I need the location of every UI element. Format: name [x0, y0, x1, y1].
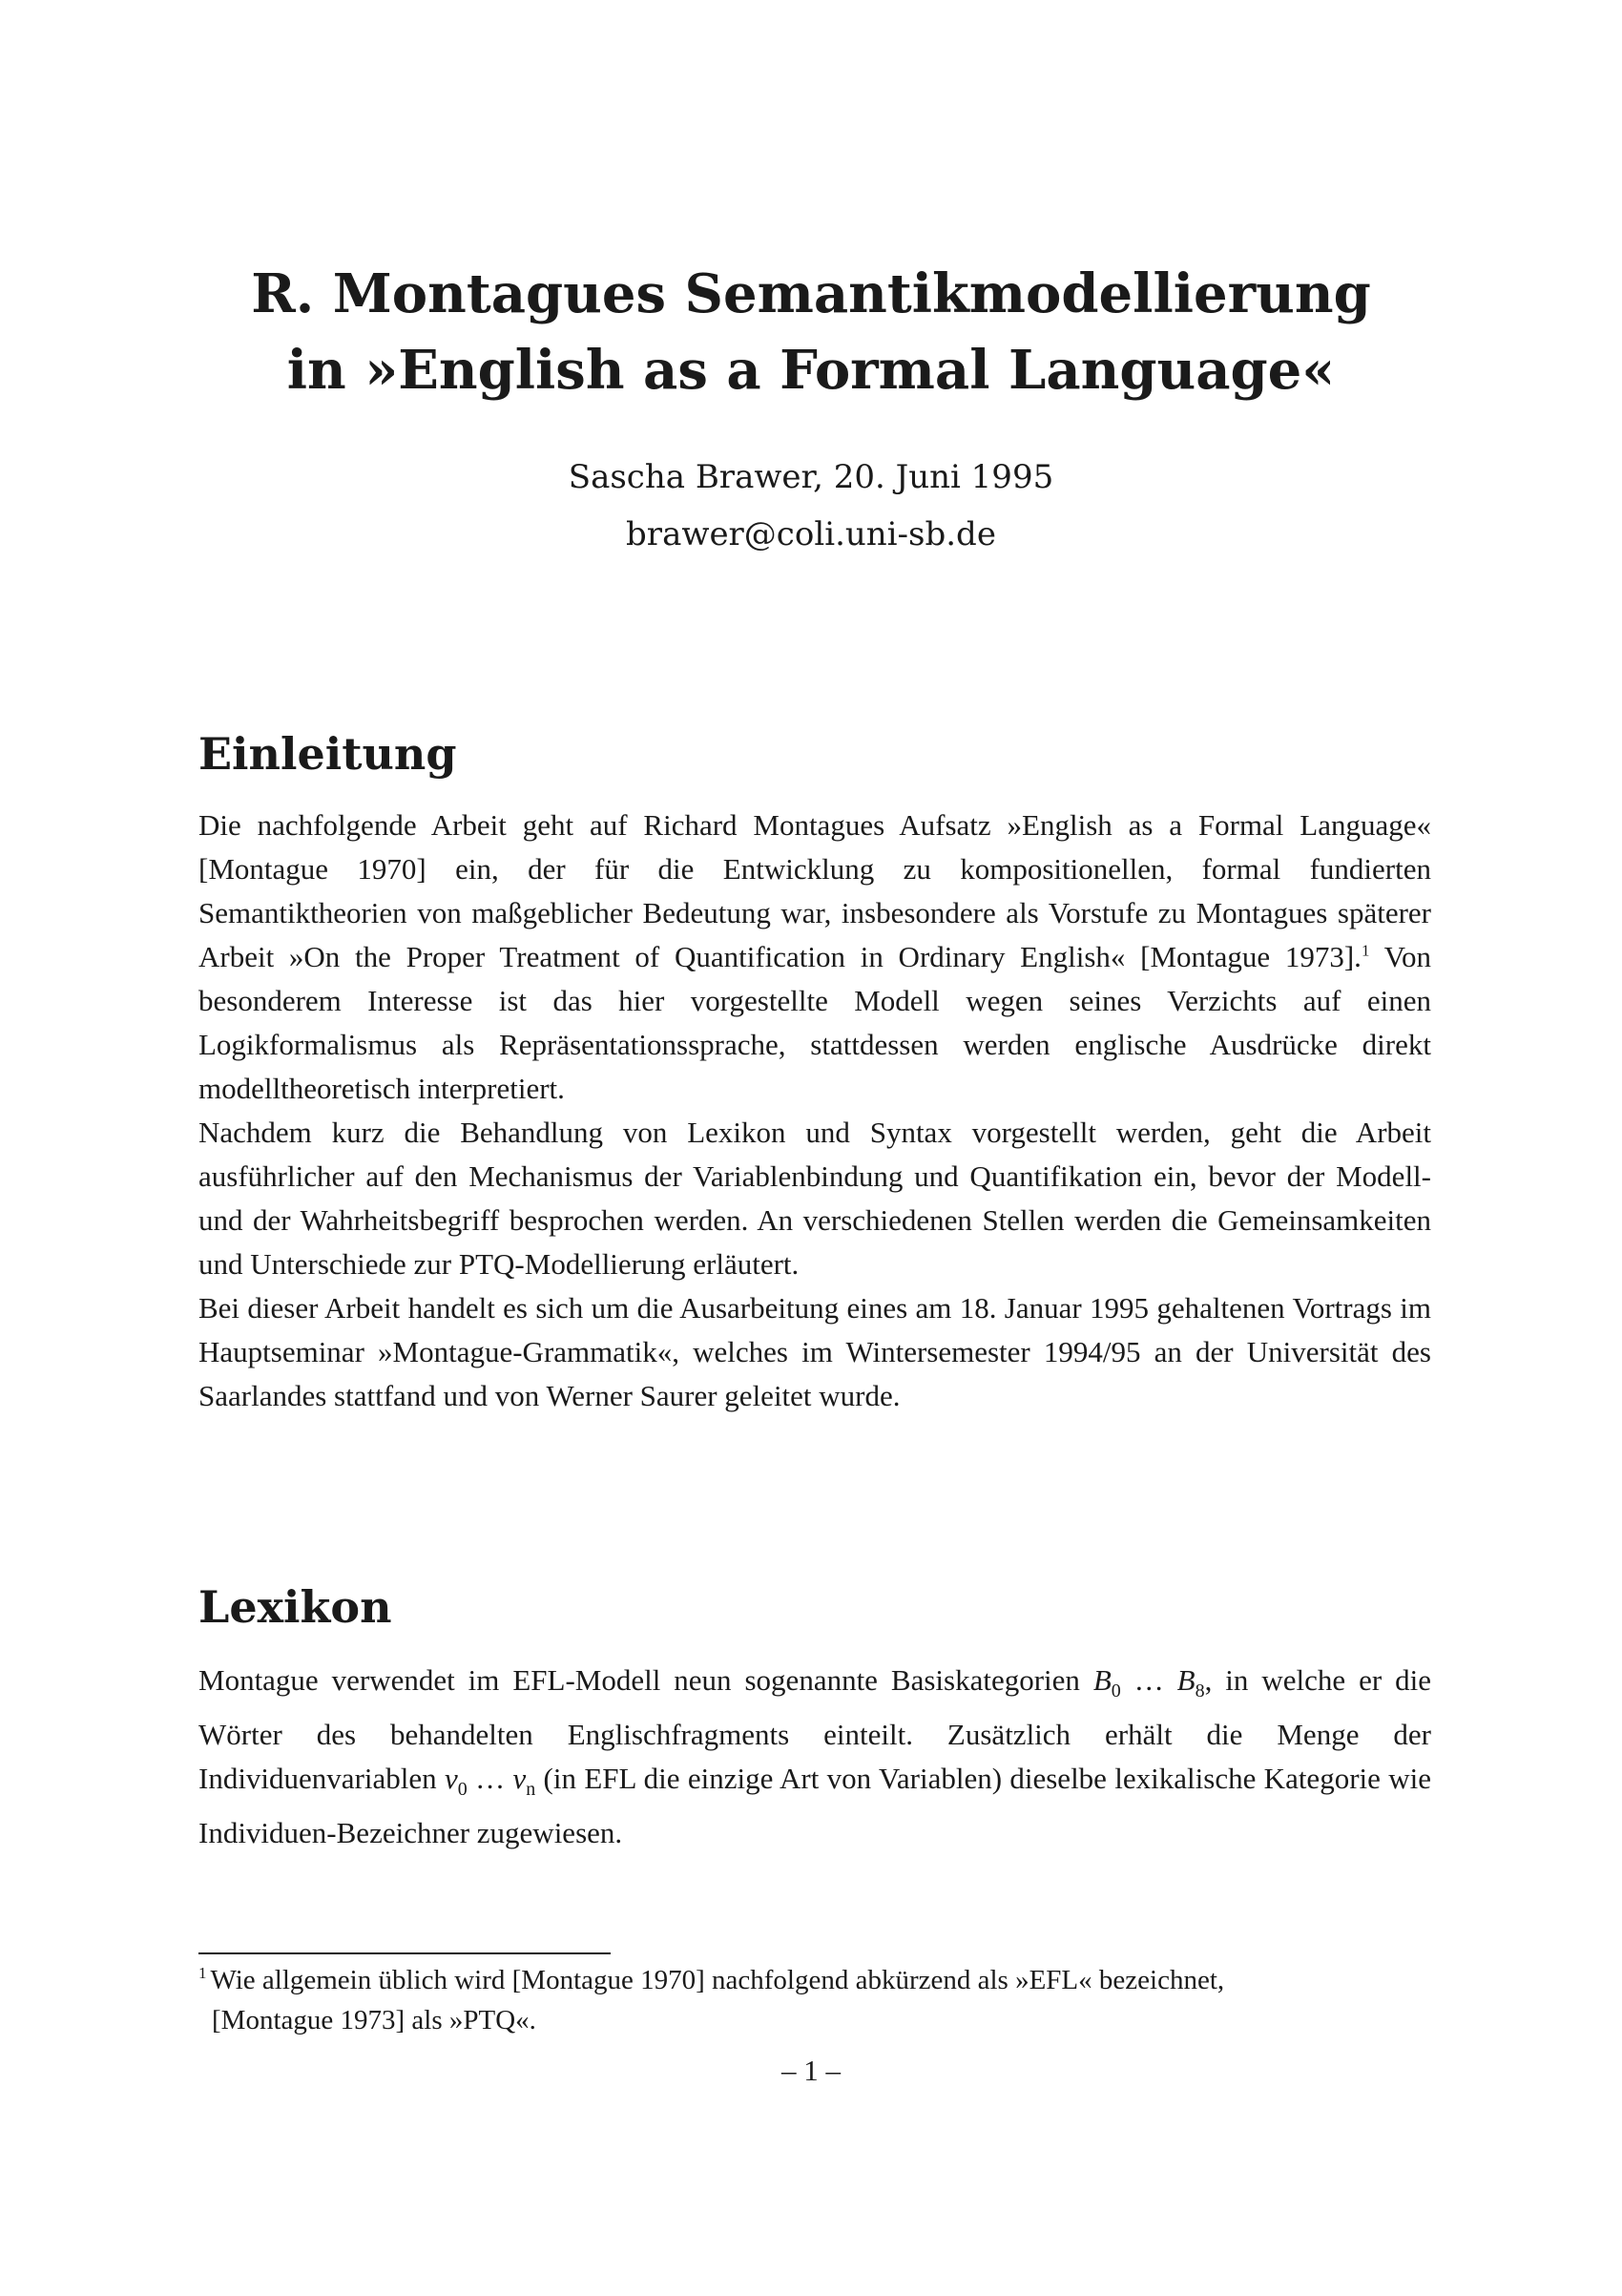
footnote-divider [198, 1952, 611, 1954]
author-name-date: Sascha Brawer, 20. Juni 1995 [568, 458, 1054, 496]
einleitung-paragraph-3: Bei dieser Arbeit handelt es sich um die Ausarbeitung eines am 18. Januar 1995 gehaltenen Vortrags im Hauptseminar »Montague-Grammatik«, welches im Wintersemester 1994/95 an der Universität des Saarlandes stattfand und von Werner Saurer geleitet wurde. [198, 1291, 1431, 1412]
math-v0 [444, 1762, 468, 1801]
footnote-1 [198, 1960, 1431, 2040]
author-email: brawer@coli.uni-sb.de [626, 515, 996, 553]
section-heading-lexikon: Lexikon [198, 1581, 392, 1633]
math-v0-symbol: v [444, 1762, 458, 1796]
math-b8-subscript: 8 [1195, 1680, 1205, 1702]
title-line-1: R. Montagues Semantikmodellierung [251, 262, 1371, 325]
einleitung-paragraph-1 [198, 804, 1431, 1111]
math-vn-subscript: n [526, 1779, 536, 1801]
math-b8-symbol: B [1176, 1663, 1196, 1697]
document-title [0, 256, 1622, 408]
footnote-text-1: Wie allgemein üblich wird [Montague 1970] nachfolgend abkürzend als »EFL« bezeichnet, [210, 1965, 1225, 1995]
math-b0-subscript: 0 [1111, 1680, 1121, 1702]
einleitung-paragraph-1-text-b: Von besonderem Interesse ist das hier vorgestellte Modell wegen seines Verzichts auf einen Logikformalismus als Repräsentationssprache, stattdessen werden englische Ausdrücke direkt modelltheoretisch interpretiert. [198, 940, 1431, 1105]
einleitung-paragraph-1-text-a: Die nachfolgende Arbeit geht auf Richard Montagues Aufsatz »English as a Formal Language« [Montague 1970] ein, der für die Entwicklung zu kompositionellen, formal fundierten Semantiktheorien von maßgeblicher Bedeutung war, insbesondere als Vorstufe zu Montagues späterer Arbeit »On the Proper Treatment of Quantification in Ordinary English« [Montague 1973]. [198, 808, 1431, 973]
footnote-reference-1: 1 [1361, 941, 1370, 960]
title-line-2: in »English as a Formal Language« [286, 339, 1336, 402]
math-ellipsis-1: … [1120, 1663, 1177, 1697]
author-block [0, 449, 1622, 563]
math-b0-symbol: B [1092, 1663, 1112, 1697]
math-b0 [1092, 1663, 1121, 1702]
math-vn [512, 1762, 536, 1801]
lexikon-text-2: , in welche er die Wörter des behandelten Englischfragments einteilt. Zusätzlich erhält die Menge der Individuenvariablen [198, 1663, 1431, 1796]
lexikon-paragraph-1 [198, 1659, 1431, 1855]
einleitung-paragraph-2: Nachdem kurz die Behandlung von Lexikon und Syntax vorgestellt werden, geht die Arbeit ausführlicher auf den Mechanismus der Variablenbindung und Quantifikation ein, bevor der Modell- und der Wahrheitsbegriff besprochen werden. An verschiedenen Stellen werden die Gemeinsamkeiten und Unterschiede zur PTQ-Modellierung erläutert. [198, 1116, 1431, 1281]
lexikon-text-3: (in EFL die einzige Art von Variablen) dieselbe lexikalische Kategorie wie Individuen-Bezeichner zugewiesen. [198, 1762, 1431, 1850]
math-v0-subscript: 0 [457, 1779, 468, 1801]
page-number: – 1 – [781, 2054, 841, 2087]
math-vn-symbol: v [512, 1762, 527, 1796]
einleitung-body [198, 804, 1431, 1418]
section-heading-einleitung: Einleitung [198, 728, 457, 780]
footnote-line-2: [Montague 1973] als »PTQ«. [212, 2005, 536, 2035]
lexikon-body [198, 1659, 1431, 1855]
math-b8 [1176, 1663, 1205, 1702]
footnote-number: 1 [198, 1964, 207, 1983]
footnote-line-1 [198, 1960, 1431, 2000]
lexikon-text-1: Montague verwendet im EFL-Modell neun sogenannte Basiskategorien [198, 1663, 1093, 1697]
math-ellipsis-2: … [467, 1762, 513, 1796]
